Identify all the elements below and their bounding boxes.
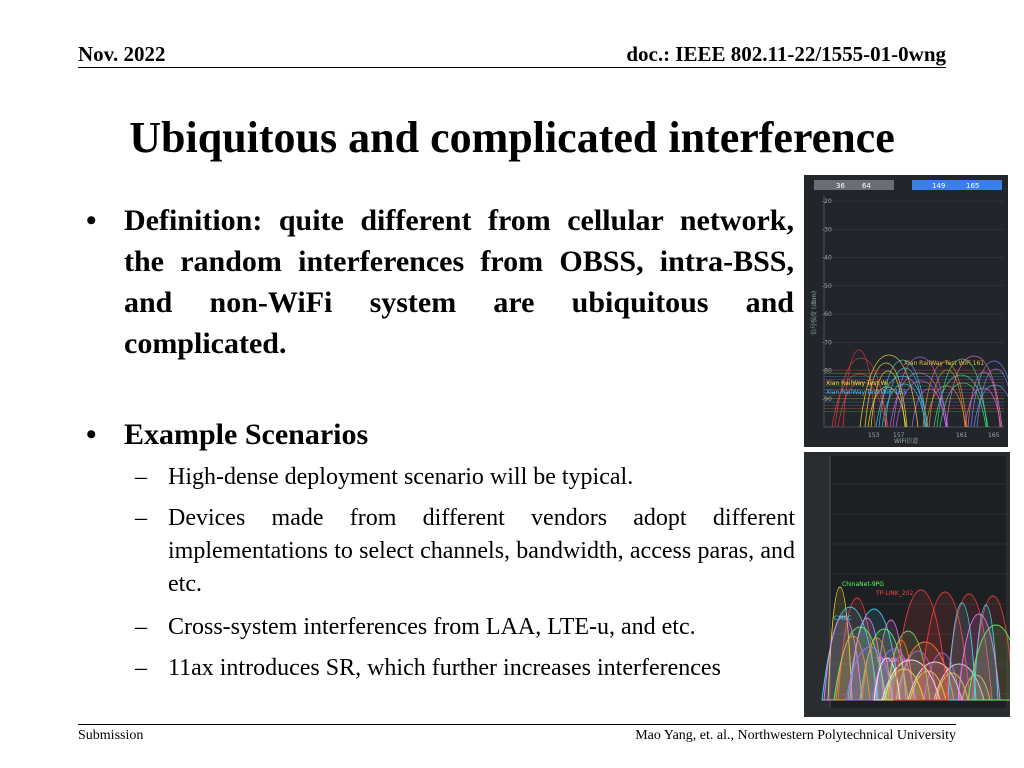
tab-low-band [814, 180, 894, 190]
y-tick-label: -40 [822, 254, 832, 262]
sub-bullet-text: Devices made from different vendors adopt different implementations to select channels, bandwidth, access paras, and etc. [168, 505, 795, 597]
y-tick-label: -30 [822, 226, 832, 234]
ssid-label: TP-LINK_ee [876, 657, 910, 664]
slide-title: Ubiquitous and complicated interference [129, 113, 895, 162]
tab-high-band-b: 165 [966, 182, 980, 190]
ssid-label: Xian RailWay Test WiFi 153 [826, 389, 907, 396]
y-tick-label: -50 [822, 282, 832, 290]
tab-high-band [912, 180, 1002, 190]
y-tick-label: -70 [822, 339, 832, 347]
tab-low-band-a: 36 [836, 182, 845, 190]
x-axis-title: WiFi信道 [894, 438, 919, 445]
sub-bullet-1 [135, 461, 795, 494]
ssid-label: CMCC [834, 615, 852, 622]
y-axis-title: 信号强度 (dbm) [811, 290, 818, 335]
y-tick-label: -80 [822, 367, 832, 375]
bullet-marker: • [86, 418, 97, 451]
header-date: Nov. 2022 [78, 42, 166, 66]
bullet-definition [86, 200, 794, 364]
sub-bullet-text: 11ax introduces SR, which further increases interferences [168, 655, 721, 681]
signal-curve [968, 372, 1000, 427]
header-rule [78, 67, 946, 68]
footer-rule [78, 724, 956, 725]
dash-marker: – [135, 464, 147, 490]
ssid-label: TP-LINK_202 [876, 590, 914, 597]
x-tick-label: 161 [956, 432, 968, 439]
y-tick-label: -20 [822, 198, 832, 205]
sub-bullet-2 [135, 502, 795, 601]
wifi-channel-screenshot-bottom [804, 452, 1010, 717]
footer-submission: Submission [78, 728, 144, 743]
footer-authors: Mao Yang, et. al., Northwestern Polytechnical University [635, 728, 956, 743]
dash-marker: – [135, 655, 147, 681]
sub-bullet-3 [135, 611, 815, 644]
sub-bullet-4 [135, 652, 795, 685]
dash-marker: – [135, 614, 147, 640]
y-tick-label: -60 [822, 311, 832, 318]
wifi-channel-chart-top [804, 175, 1008, 447]
ssid-label: Xian RailWay Test WiFi 161 [904, 360, 985, 367]
y-tick-label: -90 [822, 395, 832, 403]
bullet-definition-text: Definition: quite different from cellular network, the random interferences from OBSS, intra-BSS, and non-WiFi system are ubiquitous and complicated. [124, 204, 794, 360]
x-tick-label: 153 [868, 432, 880, 439]
bullet-marker: • [86, 204, 97, 237]
wifi-channel-chart-bottom [804, 452, 1010, 717]
ssid-label: ChinaNet-9PG [842, 581, 884, 588]
tab-low-band-b: 64 [862, 182, 871, 190]
dash-marker: – [135, 505, 147, 531]
x-tick-label: 165 [988, 432, 1000, 439]
tab-high-band-a: 149 [932, 182, 946, 190]
ssid-label: Xian RailWay Test Wi [826, 380, 889, 387]
bullet-example-scenarios-text: Example Scenarios [124, 418, 369, 451]
sub-bullet-text: Cross-system interferences from LAA, LTE-u, and etc. [168, 614, 696, 640]
bullet-example-scenarios [86, 414, 794, 455]
sub-bullet-text: High-dense deployment scenario will be typical. [168, 464, 634, 490]
header-doc-id: doc.: IEEE 802.11-22/1555-01-0wng [626, 42, 946, 66]
wifi-channel-screenshot-top [804, 175, 1008, 447]
x-tick-label: 157 [893, 432, 905, 439]
